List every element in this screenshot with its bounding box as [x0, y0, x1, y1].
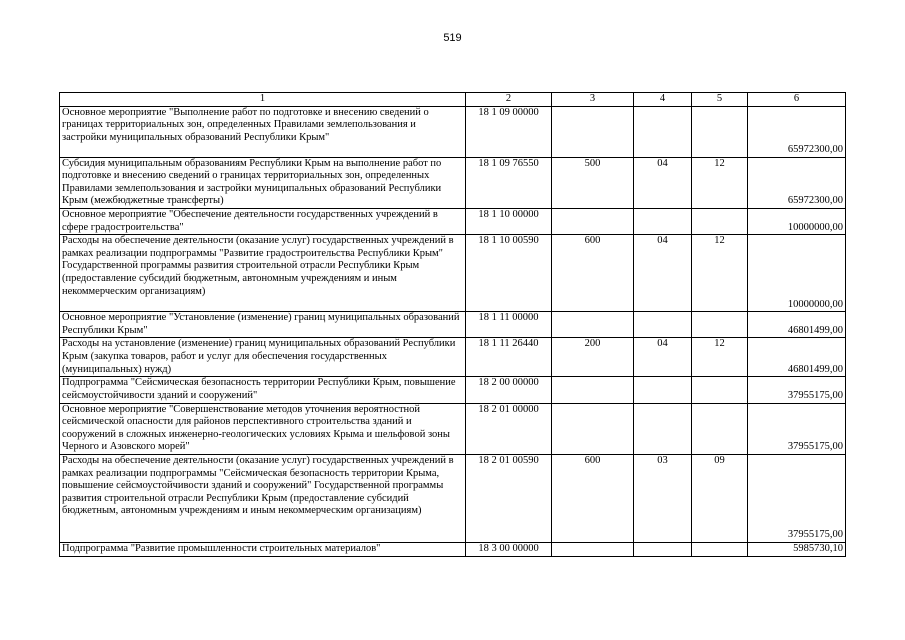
table-row [60, 454, 846, 542]
row-sum: 37955175,00 [748, 454, 846, 542]
row-name: Основное мероприятие "Выполнение работ по подготовке и внесению сведений о границах территориальных зон, определенных Правилами землепользования и застройки муниципальных образований Республики Крым" [60, 106, 466, 157]
row-rz [634, 377, 692, 403]
row-pr: 09 [692, 454, 748, 542]
row-pr [692, 403, 748, 454]
row-vr [552, 542, 634, 556]
row-name: Субсидия муниципальным образованиям Республики Крым на выполнение работ по подготовке и внесению сведений о границах территориальных зон, определенных Правилами землепользования и застройки муниципальных образований Республики Крым (межбюджетные трансферты) [60, 157, 466, 208]
header-col-4: 4 [634, 93, 692, 107]
row-pr [692, 312, 748, 338]
row-name: Основное мероприятие "Совершенствование методов уточнения вероятностной сейсмической опасности для районов перспективного строительства зданий и сооружений в сложных инженерно-геологических условиях Крыма и шельфовой зоны Черного и Азовского морей" [60, 403, 466, 454]
row-code: 18 2 01 00590 [466, 454, 552, 542]
row-code: 18 1 09 00000 [466, 106, 552, 157]
row-rz [634, 542, 692, 556]
row-vr: 600 [552, 235, 634, 312]
table-row [60, 208, 846, 234]
row-pr [692, 208, 748, 234]
row-name: Расходы на обеспечение деятельности (оказание услуг) государственных учреждений в рамках реализации подпрограммы "Сейсмическая безопасность территории Крыма, повышение сейсмоустойчивости зданий и сооружений" Государственной программы развития строительной отрасли Республики Крым (предоставление субсидий бюджетным, автономным учреждениям и иным некоммерческим организациям) [60, 454, 466, 542]
row-sum: 10000000,00 [748, 235, 846, 312]
row-vr [552, 208, 634, 234]
row-sum: 5985730,10 [748, 542, 846, 556]
budget-table [59, 92, 846, 557]
row-code: 18 1 09 76550 [466, 157, 552, 208]
row-sum: 46801499,00 [748, 312, 846, 338]
row-vr [552, 377, 634, 403]
row-sum: 46801499,00 [748, 338, 846, 377]
row-vr [552, 403, 634, 454]
row-name: Подпрограмма "Развитие промышленности строительных материалов" [60, 542, 466, 556]
header-row [60, 93, 846, 107]
row-pr [692, 542, 748, 556]
header-col-5: 5 [692, 93, 748, 107]
row-name: Основное мероприятие "Обеспечение деятельности государственных учреждений в сфере градостроительства" [60, 208, 466, 234]
row-vr [552, 312, 634, 338]
row-rz [634, 208, 692, 234]
row-rz: 03 [634, 454, 692, 542]
row-vr: 500 [552, 157, 634, 208]
row-rz: 04 [634, 338, 692, 377]
row-pr [692, 377, 748, 403]
table-row [60, 377, 846, 403]
row-sum: 65972300,00 [748, 157, 846, 208]
page-number: 519 [443, 32, 462, 44]
row-name: Основное мероприятие "Установление (изменение) границ муниципальных образований Республики Крым" [60, 312, 466, 338]
row-rz [634, 403, 692, 454]
row-pr: 12 [692, 235, 748, 312]
row-sum: 10000000,00 [748, 208, 846, 234]
header-col-3: 3 [552, 93, 634, 107]
table-row [60, 312, 846, 338]
row-sum: 37955175,00 [748, 403, 846, 454]
row-rz: 04 [634, 157, 692, 208]
table-row [60, 157, 846, 208]
row-code: 18 1 10 00000 [466, 208, 552, 234]
header-col-2: 2 [466, 93, 552, 107]
row-pr [692, 106, 748, 157]
row-rz [634, 106, 692, 157]
row-vr: 600 [552, 454, 634, 542]
row-code: 18 2 01 00000 [466, 403, 552, 454]
table-row [60, 106, 846, 157]
row-code: 18 1 10 00590 [466, 235, 552, 312]
table-row [60, 542, 846, 556]
row-vr [552, 106, 634, 157]
table-row [60, 338, 846, 377]
row-sum: 37955175,00 [748, 377, 846, 403]
row-code: 18 2 00 00000 [466, 377, 552, 403]
row-sum: 65972300,00 [748, 106, 846, 157]
row-vr: 200 [552, 338, 634, 377]
row-name: Расходы на обеспечение деятельности (оказание услуг) государственных учреждений в рамках реализации подпрограммы "Развитие градостроительства Республики Крым" Государственной программы развития строительной отрасли Республики Крым (предоставление субсидий бюджетным, автономным учреждениям и иным некоммерческим организациям) [60, 235, 466, 312]
row-code: 18 3 00 00000 [466, 542, 552, 556]
budget-table-body [60, 93, 846, 557]
row-name: Подпрограмма "Сейсмическая безопасность территории Республики Крым, повышение сейсмоустойчивости зданий и сооружений" [60, 377, 466, 403]
row-pr: 12 [692, 338, 748, 377]
table-row [60, 235, 846, 312]
row-code: 18 1 11 00000 [466, 312, 552, 338]
row-rz: 04 [634, 235, 692, 312]
header-col-6: 6 [748, 93, 846, 107]
row-pr: 12 [692, 157, 748, 208]
row-name: Расходы на установление (изменение) границ муниципальных образований Республики Крым (закупка товаров, работ и услуг для обеспечения государственных (муниципальных) нужд) [60, 338, 466, 377]
row-code: 18 1 11 26440 [466, 338, 552, 377]
header-col-1: 1 [60, 93, 466, 107]
table-row [60, 403, 846, 454]
row-rz [634, 312, 692, 338]
